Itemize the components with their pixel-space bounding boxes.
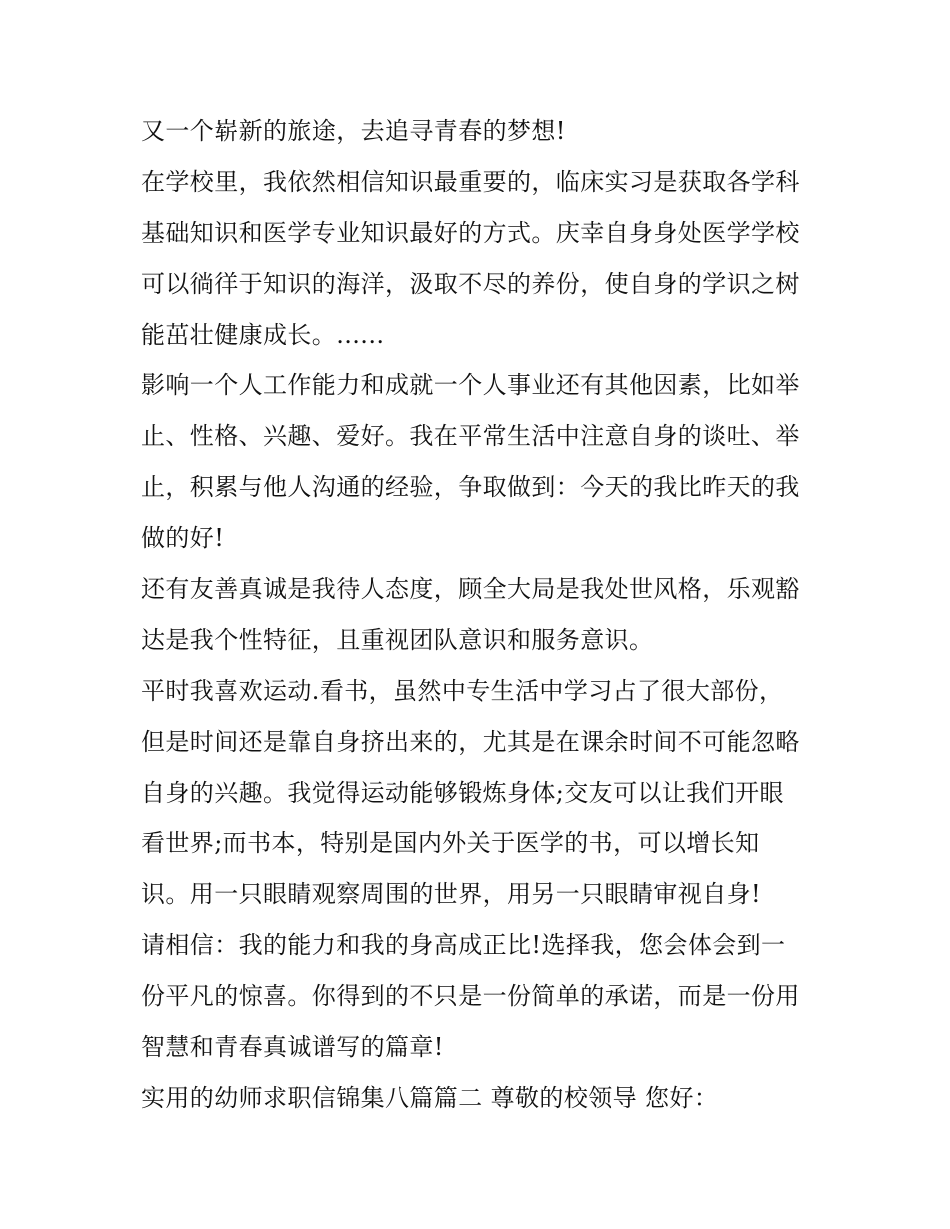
text-line: 实用的幼师求职信锦集八篇篇二 尊敬的校领导 您好： [141, 1083, 719, 1112]
text-line: 平时我喜欢运动.看书，虽然中专生活中学习占了很大部份， [141, 676, 784, 705]
text-line: 还有友善真诚是我待人态度，顾全大局是我处世风格，乐观豁 [141, 575, 800, 604]
text-line: 可以徜徉于知识的海洋，汲取不尽的养份，使自身的学识之树 [141, 269, 800, 298]
text-line: 达是我个性特征，且重视团队意识和服务意识。 [141, 625, 654, 654]
text-line: 份平凡的惊喜。你得到的不只是一份简单的承诺，而是一份用 [141, 982, 800, 1011]
text-line: 识。用一只眼睛观察周围的世界，用另一只眼睛审视自身! [141, 880, 762, 909]
text-line: 在学校里，我依然相信知识最重要的，临床实习是获取各学科 [141, 167, 800, 196]
text-line: 基础知识和医学专业知识最好的方式。庆幸自身身处医学学校 [141, 218, 800, 247]
text-line: 止、性格、兴趣、爱好。我在平常生活中注意自身的谈吐、举 [141, 422, 800, 451]
text-line: 智慧和青春真诚谱写的篇章! [141, 1033, 444, 1062]
text-line: 做的好! [141, 524, 225, 553]
document-body [141, 106, 821, 1124]
text-line: 请相信：我的能力和我的身高成正比!选择我，您会体会到一 [141, 931, 786, 960]
text-line: 能茁壮健康成长。...... [141, 320, 385, 349]
text-line: 但是时间还是靠自身挤出来的，尤其是在课余时间不可能忽略 [141, 727, 800, 756]
text-line: 又一个崭新的旅途，去追寻青春的梦想! [141, 117, 566, 145]
text-line: 自身的兴趣。我觉得运动能够锻炼身体;交友可以让我们开眼 [141, 778, 784, 807]
text-line: 看世界;而书本，特别是国内外关于医学的书，可以增长知 [141, 829, 760, 858]
text-line: 止，积累与他人沟通的经验，争取做到：今天的我比昨天的我 [141, 473, 800, 502]
text-line: 影响一个人工作能力和成就一个人事业还有其他因素，比如举 [141, 371, 800, 400]
